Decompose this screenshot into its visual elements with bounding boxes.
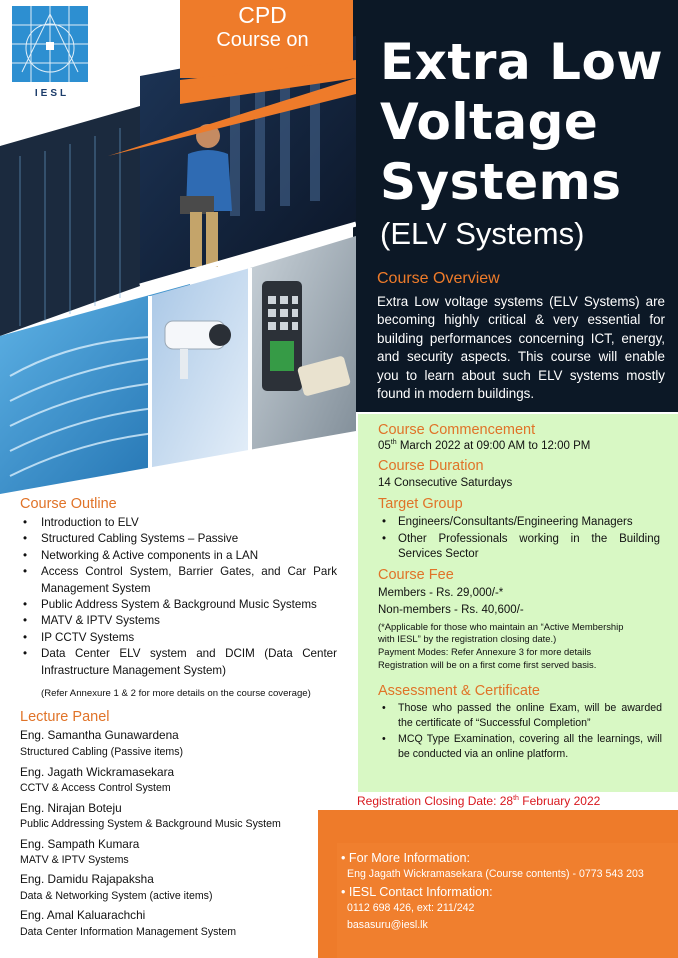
overview-heading: Course Overview [377, 270, 500, 287]
duration-heading: Course Duration [378, 458, 484, 474]
lecturer-name: Eng. Amal Kaluarachchi [20, 908, 146, 922]
registration-closing-prefix: Registration Closing Date: 28 [357, 794, 514, 808]
outline-item: • Networking & Active components in a LAN [20, 548, 337, 564]
more-info-heading: • For More Information: [341, 851, 470, 865]
more-info-line: Eng Jagath Wickramasekara (Course contents) - 0773 543 203 [347, 868, 644, 880]
commencement-day: 05 [378, 439, 391, 452]
registration-closing-rest: February 2022 [518, 794, 601, 808]
fee-note-line-2: with IESL” by the registration closing date.) [378, 633, 557, 644]
lecturer-name: Eng. Sampath Kumara [20, 837, 140, 851]
outline-note: (Refer Annexure 1 & 2 for more details on the course coverage) [41, 688, 311, 699]
target-group-item: • Engineers/Consultants/Engineering Managers [378, 515, 660, 530]
lecturer-area: Data & Networking System (active items) [20, 890, 213, 902]
lecturer-name: Eng. Jagath Wickramasekara [20, 765, 175, 779]
fee-heading: Course Fee [378, 567, 454, 583]
lecturer-area: Structured Cabling (Passive items) [20, 746, 184, 758]
fee-members: Members - Rs. 29,000/-* [378, 587, 504, 599]
cpd-label: CPD [238, 2, 287, 28]
title-subtitle: (ELV Systems) [380, 216, 585, 251]
title-line-2: Voltage [380, 93, 599, 151]
lecturer-name: Eng. Nirajan Boteju [20, 801, 122, 815]
commencement-day-suffix: th [390, 439, 397, 446]
outline-item: • IP CCTV Systems [20, 630, 337, 646]
title-line-3: Systems [380, 153, 622, 211]
outline-item: • Access Control System, Barrier Gates, and Car Park Management System [20, 564, 337, 597]
lecturer-area: CCTV & Access Control System [20, 782, 171, 794]
outline-item: • Introduction to ELV [20, 515, 337, 531]
iesl-logo-mark [12, 6, 88, 82]
outline-list [20, 515, 337, 679]
assessment-item: • Those who passed the online Exam, will be awarded the certificate of “Successful Completion” [378, 701, 662, 730]
orange-diagonal-stripe [108, 60, 356, 156]
lecture-panel-heading: Lecture Panel [20, 709, 110, 725]
course-on-label: Course on [216, 29, 309, 51]
overview-text: Extra Low voltage systems (ELV Systems) are becoming highly critical & very essential for building performances concerning ICT, energy, and security aspects. This course will enable you to learn about such ELV systems mostly found in modern buildings. [377, 294, 665, 402]
lecturer-name: Eng. Samantha Gunawardena [20, 728, 179, 742]
fee-non-members: Non-members - Rs. 40,600/- [378, 604, 524, 616]
registration-closing-date [357, 794, 600, 808]
outline-heading: Course Outline [20, 496, 117, 512]
outline-item: • Structured Cabling Systems – Passive [20, 531, 337, 547]
iesl-email[interactable]: basasuru@iesl.lk [347, 919, 428, 931]
assessment-list [378, 701, 662, 761]
iesl-logo [12, 6, 88, 82]
duration-text: 14 Consecutive Saturdays [378, 477, 513, 489]
fee-payment-modes: Payment Modes: Refer Annexure 3 for more details [378, 646, 592, 657]
commencement-date [378, 439, 590, 452]
outline-item: • Public Address System & Background Music Systems [20, 597, 337, 613]
assessment-heading: Assessment & Certificate [378, 683, 540, 699]
commencement-heading: Course Commencement [378, 422, 536, 438]
assessment-item: • MCQ Type Examination, covering all the learnings, will be conducted via an online platform. [378, 732, 662, 761]
lecturer-area: MATV & IPTV Systems [20, 854, 129, 866]
outline-item: • MATV & IPTV Systems [20, 613, 337, 629]
commencement-rest: March 2022 at 09:00 AM to 12:00 PM [396, 439, 591, 452]
contact-info-inner [337, 843, 678, 958]
target-group-heading: Target Group [378, 496, 463, 512]
iesl-phone: 0112 698 426, ext: 211/242 [347, 902, 475, 914]
iesl-logo-label: IESL [34, 88, 70, 99]
lecturer-area: Data Center Information Management System [20, 926, 237, 938]
lecturer-area: Public Addressing System & Background Music System [20, 818, 281, 830]
fee-registration-note: Registration will be on a first come first served basis. [378, 659, 597, 670]
target-group-item: • Other Professionals working in the Building Services Sector [378, 532, 660, 562]
outline-item: • Data Center ELV system and DCIM (Data Center Infrastructure Management System) [20, 646, 337, 679]
course-details-panel [358, 414, 678, 792]
title-line-1: Extra Low [380, 33, 664, 91]
fee-note-line-1: (*Applicable for those who maintain an “Active Membership [378, 621, 624, 632]
registration-closing-suffix: th [513, 795, 519, 802]
lecturer-name: Eng. Damidu Rajapaksha [20, 872, 154, 886]
target-group-list [378, 515, 660, 562]
iesl-contact-heading: • IESL Contact Information: [341, 885, 493, 899]
